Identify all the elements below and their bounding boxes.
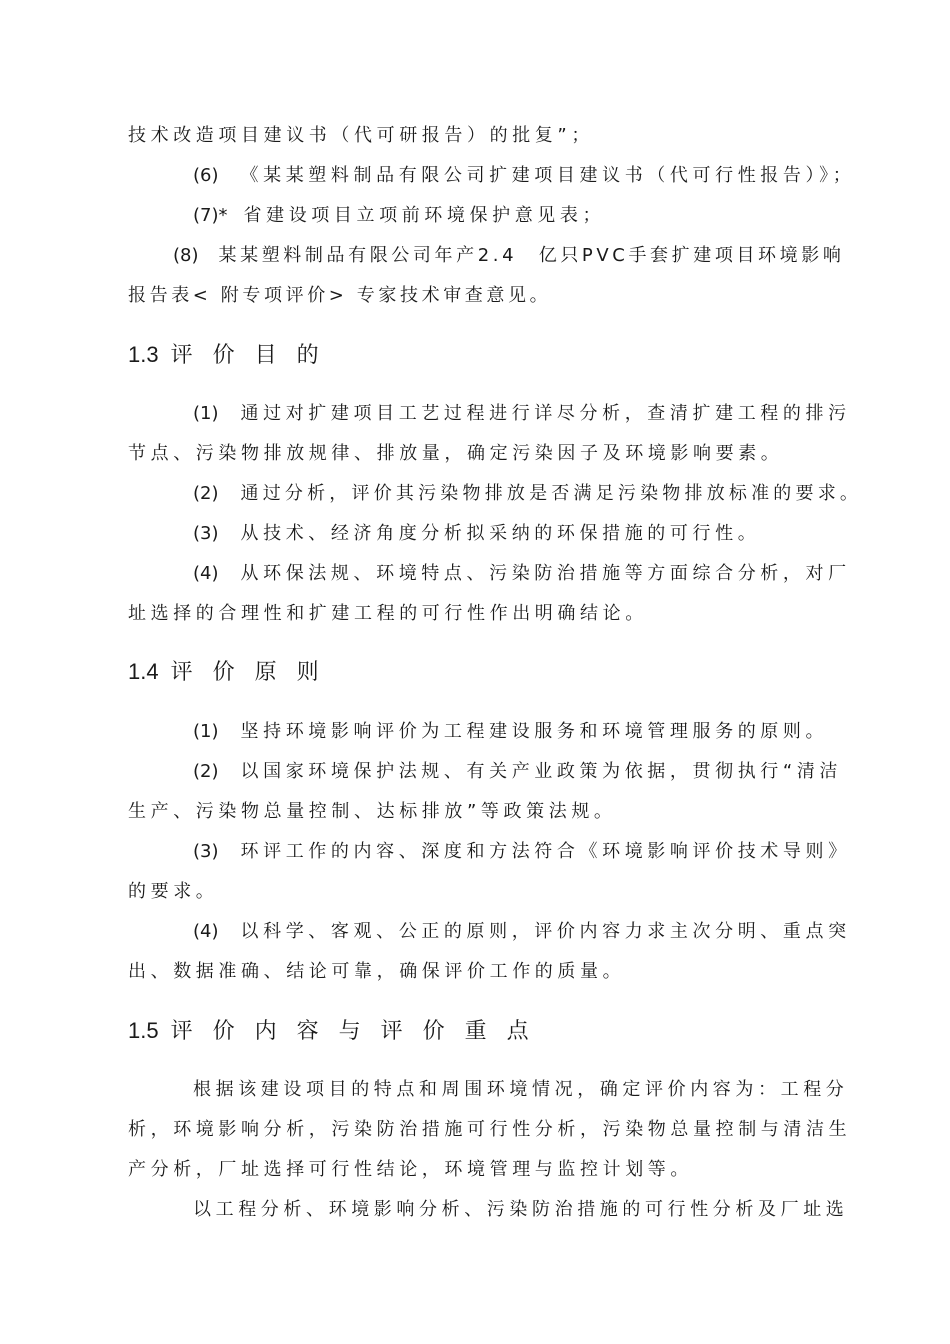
item-text: 通过对扩建项目工艺过程进行详尽分析，查清扩建工程的排污 — [240, 403, 851, 424]
item-number: (4) — [193, 921, 219, 942]
section-number: 1.5 — [128, 1018, 159, 1043]
item-text: 坚持环境影响评价为工程建设服务和环境管理服务的原则。 — [240, 721, 829, 742]
item-text-continuation: 址选择的合理性和扩建工程的可行性作出明确结论。 — [128, 603, 648, 624]
item-number: (2) — [193, 483, 219, 504]
list-item — [193, 840, 851, 864]
list-item — [193, 720, 828, 744]
item-number: (3) — [193, 523, 219, 544]
section-title: 评价原则 — [170, 659, 339, 684]
item-text: 环评工作的内容、深度和方法符合《环境影响评价技术导则》 — [240, 841, 851, 862]
item-text-continuation: 生产、污染物总量控制、达标排放”等政策法规。 — [128, 801, 617, 822]
reference-item-7 — [193, 204, 605, 228]
item-text: 通过分析，评价其污染物排放是否满足污染物排放标准的要求。 — [240, 483, 863, 504]
section-number: 1.4 — [128, 659, 159, 684]
item-text-continuation: 的要求。 — [128, 881, 219, 902]
paragraph-line: 产分析，厂址选择可行性结论，环境管理与监控计划等。 — [128, 1159, 693, 1180]
intro-line: 技术改造项目建议书（代可研报告）的批复”； — [128, 125, 594, 146]
section-heading-1-4 — [128, 657, 339, 687]
item-text: 以国家环境保护法规、有关产业政策为依据，贯彻执行“清洁 — [240, 761, 843, 782]
reference-item-6 — [193, 164, 855, 188]
item-text-continuation: 出、数据准确、结论可靠，确保评价工作的质量。 — [128, 961, 626, 982]
reference-text: 省建设项目立项前环境保护意见表； — [243, 205, 606, 226]
list-item — [193, 562, 851, 586]
paragraph-line: 以工程分析、环境影响分析、污染防治措施的可行性分析及厂址选 — [193, 1199, 849, 1220]
paragraph-line: 析，环境影响分析，污染防治措施可行性分析，污染物总量控制与清洁生 — [128, 1119, 852, 1140]
section-heading-1-3 — [128, 340, 339, 370]
list-item — [193, 522, 760, 546]
section-heading-1-5 — [128, 1016, 549, 1046]
list-item — [193, 920, 851, 944]
paragraph-line: 根据该建设项目的特点和周围环境情况，确定评价内容为：工程分 — [193, 1079, 849, 1100]
reference-item-8 — [173, 244, 844, 268]
reference-text: 某某塑料制品有限公司年产2.4 亿只PVC手套扩建项目环境影响 — [218, 245, 845, 266]
list-item — [193, 402, 851, 426]
reference-item-8-continuation: 报告表< 附专项评价> 专家技术审查意见。 — [128, 285, 552, 306]
item-text: 从技术、经济角度分析拟采纳的环保措施的可行性。 — [240, 523, 761, 544]
section-title: 评价目的 — [170, 342, 339, 367]
reference-number: (7)* — [193, 205, 228, 226]
section-title: 评价内容与评价重点 — [170, 1018, 549, 1043]
reference-number: (8) — [173, 245, 199, 266]
item-text: 从环保法规、环境特点、污染防治措施等方面综合分析，对厂 — [240, 563, 851, 584]
item-number: (1) — [193, 721, 219, 742]
item-text: 以科学、客观、公正的原则，评价内容力求主次分明、重点突 — [240, 921, 851, 942]
reference-number: (6) — [193, 165, 219, 186]
item-number: (3) — [193, 841, 219, 862]
reference-text: 《某某塑料制品有限公司扩建项目建议书（代可行性报告）》； — [240, 165, 856, 186]
section-number: 1.3 — [128, 342, 159, 367]
item-text-continuation: 节点、污染物排放规律、排放量，确定污染因子及环境影响要素。 — [128, 443, 784, 464]
list-item — [193, 760, 842, 784]
list-item — [193, 482, 862, 506]
item-number: (2) — [193, 761, 219, 782]
item-number: (1) — [193, 403, 219, 424]
item-number: (4) — [193, 563, 219, 584]
